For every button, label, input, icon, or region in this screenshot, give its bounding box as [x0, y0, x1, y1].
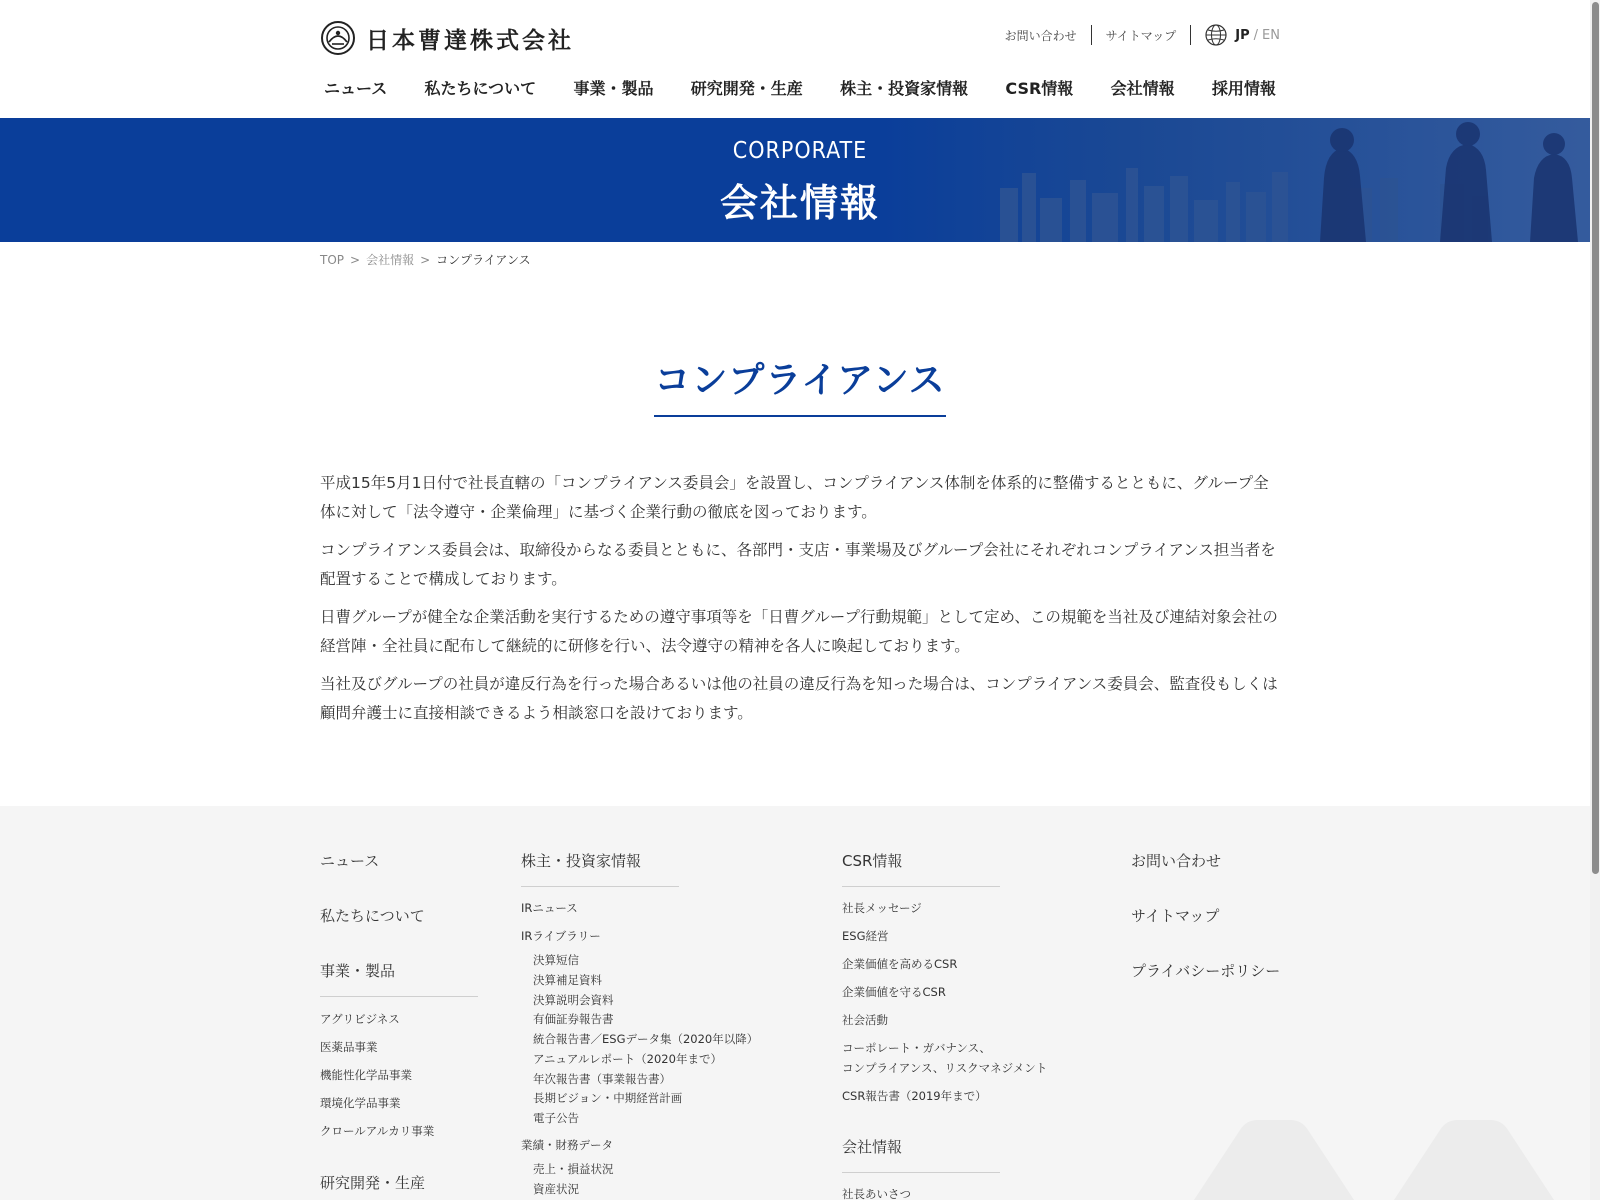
- breadcrumb-separator: >: [420, 253, 431, 267]
- breadcrumb-company[interactable]: 会社情報: [366, 253, 415, 267]
- breadcrumb: [320, 251, 531, 268]
- page-title-wrap: [0, 352, 1600, 417]
- breadcrumb-current: コンプライアンス: [436, 253, 531, 267]
- footer-link-ir-sub[interactable]: 決算短信: [533, 953, 579, 967]
- footer-link-csr-item[interactable]: 社長メッセージ: [842, 901, 922, 915]
- divider: [521, 886, 679, 887]
- footer-link-ir-news[interactable]: IRニュース: [521, 901, 578, 915]
- sitemap-link[interactable]: サイトマップ: [1105, 28, 1177, 43]
- hero-banner: [0, 118, 1600, 242]
- logo-text: 日本曹達株式会社: [366, 26, 574, 54]
- divider: [842, 1172, 1000, 1173]
- footer-link-chlor-alkali[interactable]: クロールアルカリ事業: [320, 1124, 435, 1138]
- paragraph: 平成15年5月1日付で社長直轄の「コンプライアンス委員会」を設置し、コンプライアンス体制を体系的に整備するとともに、グループ全体に対して「法令遵守・企業倫理」に基づく企業行動の徹底を図っております。: [320, 474, 1269, 521]
- divider: [842, 886, 1000, 887]
- footer-link-csr-item[interactable]: ESG経営: [842, 929, 889, 943]
- footer-link-ir-sub[interactable]: 統合報告書／ESGデータ集（2020年以降）: [533, 1032, 759, 1046]
- footer-link-governance[interactable]: コンプライアンス、リスクマネジメント: [842, 1061, 1048, 1075]
- footer-link-ir-sub[interactable]: 決算補足資料: [533, 973, 602, 987]
- footer-link-agri[interactable]: アグリビジネス: [320, 1012, 400, 1026]
- nav-ir[interactable]: 株主・投資家情報: [840, 79, 969, 98]
- hero-subtitle: CORPORATE: [732, 138, 868, 164]
- scrollbar[interactable]: [1590, 0, 1600, 1200]
- logo-icon: [320, 20, 356, 56]
- footer-link-ir-sub[interactable]: アニュアルレポート（2020年まで）: [533, 1052, 722, 1066]
- footer-link-env-chem[interactable]: 環境化学品事業: [320, 1096, 401, 1110]
- footer-link-contact[interactable]: お問い合わせ: [1131, 852, 1222, 870]
- utility-nav: [1005, 24, 1280, 46]
- footer-link-news[interactable]: ニュース: [320, 852, 380, 870]
- divider: [1190, 25, 1191, 45]
- footer-link-performance-sub[interactable]: 資産状況: [533, 1182, 579, 1196]
- hero-title: 会社情報: [719, 181, 880, 225]
- divider: [1091, 25, 1092, 45]
- nav-news[interactable]: ニュース: [324, 79, 388, 98]
- footer-link-ir-sub[interactable]: 電子公告: [533, 1111, 579, 1125]
- footer-link-company-item[interactable]: 社長あいさつ: [842, 1187, 911, 1200]
- nav-csr[interactable]: CSR情報: [1005, 79, 1074, 98]
- breadcrumb-top[interactable]: TOP: [320, 253, 345, 267]
- footer-link-performance-sub[interactable]: 売上・損益状況: [533, 1162, 614, 1176]
- site-logo[interactable]: [320, 20, 574, 56]
- footer-link-ir[interactable]: 株主・投資家情報: [521, 852, 642, 870]
- footer-link-pharma[interactable]: 医薬品事業: [320, 1040, 378, 1054]
- scrollbar-thumb[interactable]: [1592, 2, 1599, 874]
- paragraph: コンプライアンス委員会は、取締役からなる委員とともに、各部門・支店・事業場及びグループ会社にそれぞれコンプライアンス担当者を配置することで構成しております。: [320, 541, 1276, 588]
- footer-link-governance[interactable]: コーポレート・ガバナンス、: [842, 1041, 991, 1055]
- footer-link-functional-chem[interactable]: 機能性化学品事業: [320, 1068, 412, 1082]
- divider: [320, 996, 478, 997]
- footer-link-csr-item[interactable]: 社会活動: [842, 1013, 888, 1027]
- lang-jp-link[interactable]: JP: [1235, 27, 1250, 43]
- nav-business[interactable]: 事業・製品: [573, 79, 654, 98]
- paragraph: 日曹グループが健全な企業活動を実行するための遵守事項等を「日曹グループ行動規範」として定め、この規範を当社及び連結対象会社の経営陣・全社員に配布して継続的に研修を行い、法令遵守の精神を各人に喚起しております。: [320, 608, 1278, 655]
- paragraph: 当社及びグループの社員が違反行為を行った場合あるいは他の社員の違反行為を知った場合は、コンプライアンス委員会、監査役もしくは顧問弁護士に直接相談できるよう相談窓口を設けております。: [320, 675, 1278, 722]
- footer-link-csr[interactable]: CSR情報: [842, 852, 903, 870]
- footer-link-ir-sub[interactable]: 決算説明会資料: [533, 993, 614, 1007]
- footer-link-performance[interactable]: 業績・財務データ: [521, 1138, 613, 1152]
- nav-about[interactable]: 私たちについて: [424, 79, 537, 98]
- site-footer: [0, 806, 1600, 1200]
- footer-link-csr-report[interactable]: CSR報告書（2019年まで）: [842, 1089, 987, 1103]
- footer-link-company[interactable]: 会社情報: [842, 1138, 903, 1156]
- footer-link-sitemap[interactable]: サイトマップ: [1131, 907, 1220, 925]
- nav-company[interactable]: 会社情報: [1110, 79, 1175, 98]
- page-title: コンプライアンス: [654, 352, 945, 417]
- footer-link-privacy[interactable]: プライバシーポリシー: [1131, 962, 1281, 980]
- footer-link-about[interactable]: 私たちについて: [320, 907, 425, 925]
- footer-link-business[interactable]: 事業・製品: [320, 962, 396, 980]
- footer-link-ir-sub[interactable]: 長期ビジョン・中期経営計画: [533, 1091, 683, 1105]
- footer-link-csr-item[interactable]: 企業価値を守るCSR: [842, 985, 946, 999]
- globe-icon: [1205, 24, 1227, 46]
- footer-link-csr-item[interactable]: 企業価値を高めるCSR: [842, 957, 958, 971]
- footer-link-ir-library[interactable]: IRライブラリー: [521, 929, 601, 943]
- nav-rd[interactable]: 研究開発・生産: [690, 79, 803, 98]
- footer-link-ir-sub[interactable]: 年次報告書（事業報告書）: [533, 1072, 671, 1086]
- lang-separator: /: [1253, 27, 1259, 43]
- main-content: [320, 469, 1280, 737]
- lang-en-link[interactable]: EN: [1262, 27, 1280, 43]
- footer-link-ir-sub[interactable]: 有価証券報告書: [533, 1012, 614, 1026]
- breadcrumb-separator: >: [350, 253, 361, 267]
- nav-recruit[interactable]: 採用情報: [1211, 79, 1276, 98]
- global-nav: [320, 76, 1280, 99]
- contact-link[interactable]: お問い合わせ: [1004, 28, 1077, 43]
- footer-decoration: [1180, 1106, 1600, 1200]
- footer-link-rd[interactable]: 研究開発・生産: [320, 1174, 426, 1192]
